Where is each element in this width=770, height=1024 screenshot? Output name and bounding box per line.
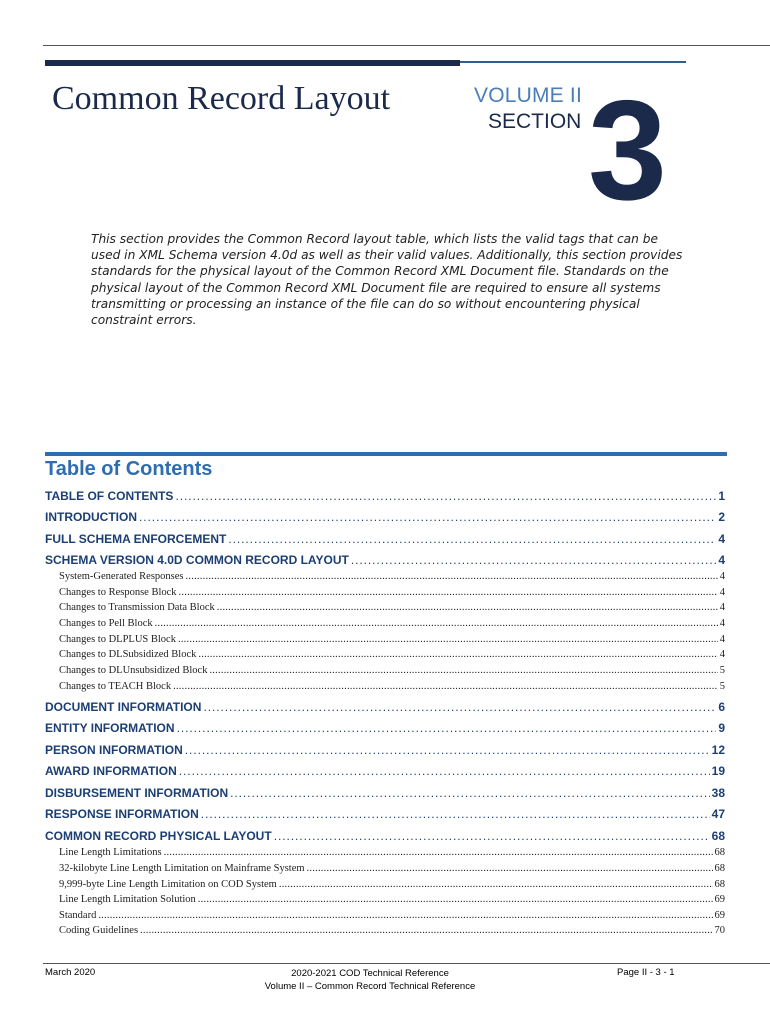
toc-leader <box>185 743 710 757</box>
toc-entry[interactable] <box>45 532 725 546</box>
toc-leader <box>279 879 713 890</box>
toc-leader <box>177 721 717 735</box>
toc-entry-page: 5 <box>719 665 725 676</box>
toc-heading: Table of Contents <box>45 458 213 480</box>
toc-entry-page: 1 <box>718 489 725 503</box>
footer-date: March 2020 <box>45 967 96 978</box>
toc-entry-page: 68 <box>714 879 725 890</box>
footer-rule <box>43 963 770 964</box>
toc-subentry[interactable] <box>59 634 725 645</box>
toc-leader <box>186 571 718 582</box>
toc-subentry[interactable] <box>59 618 725 629</box>
toc-entry-page: 4 <box>719 587 725 598</box>
toc-entry[interactable] <box>45 743 725 757</box>
toc-leader <box>230 786 710 800</box>
toc-entry-label: 9,999-byte Line Length Limitation on COD System <box>59 879 277 890</box>
toc-entry-label: RESPONSE INFORMATION <box>45 807 199 821</box>
toc-entry-label: SCHEMA VERSION 4.0D COMMON RECORD LAYOUT <box>45 553 349 567</box>
toc-entry-page: 68 <box>714 863 725 874</box>
toc-entry-label: Coding Guidelines <box>59 925 139 936</box>
footer-page-number: Page II - 3 - 1 <box>617 967 675 978</box>
toc-rule <box>45 452 727 456</box>
toc-entry-page: 4 <box>719 618 725 629</box>
toc-entry-page: 19 <box>711 764 725 778</box>
toc-subentry[interactable] <box>59 681 725 692</box>
toc-entry[interactable] <box>45 786 725 800</box>
toc-leader <box>139 510 716 524</box>
toc-leader <box>155 618 718 629</box>
toc-entry-page: 68 <box>711 829 725 843</box>
toc-leader <box>274 829 710 843</box>
toc-subentry[interactable] <box>59 863 725 874</box>
toc-entry-label: Line Length Limitation Solution <box>59 894 196 905</box>
toc-entry-label: Standard <box>59 910 97 921</box>
toc-entry-page: 6 <box>718 700 725 714</box>
toc-entry-label: 32-kilobyte Line Length Limitation on Mainframe System <box>59 863 305 874</box>
toc-leader <box>179 764 710 778</box>
toc-entry-page: 2 <box>718 510 725 524</box>
toc-leader <box>307 863 713 874</box>
toc-entry-page: 4 <box>719 649 725 660</box>
toc-entry[interactable] <box>45 721 725 735</box>
toc-entry-label: FULL SCHEMA ENFORCEMENT <box>45 532 227 546</box>
toc-entry[interactable] <box>45 489 725 503</box>
toc-entry-page: 69 <box>714 894 725 905</box>
toc-subentry[interactable] <box>59 879 725 890</box>
document-title: Common Record Layout <box>52 80 391 117</box>
toc-entry-label: Changes to Transmission Data Block <box>59 602 215 613</box>
toc-entry-label: Changes to DLPLUS Block <box>59 634 176 645</box>
toc-entry-label: Line Length Limitations <box>59 847 162 858</box>
toc-subentry[interactable] <box>59 649 725 660</box>
toc-subentry[interactable] <box>59 910 725 921</box>
toc-leader <box>98 910 712 921</box>
toc-entry-label: TABLE OF CONTENTS <box>45 489 174 503</box>
toc-leader <box>351 553 717 567</box>
toc-subentry[interactable] <box>59 571 725 582</box>
toc-subentry[interactable] <box>59 587 725 598</box>
toc-entry-label: Changes to Response Block <box>59 587 177 598</box>
toc-entry-page: 4 <box>719 571 725 582</box>
toc-subentry[interactable] <box>59 665 725 676</box>
toc-entry-label: AWARD INFORMATION <box>45 764 177 778</box>
toc-entry-label: DISBURSEMENT INFORMATION <box>45 786 229 800</box>
toc-entry-page: 47 <box>711 807 725 821</box>
toc-entry-page: 38 <box>711 786 725 800</box>
toc-entry-page: 4 <box>719 602 725 613</box>
toc-entry[interactable] <box>45 700 725 714</box>
toc-entry-page: 4 <box>718 553 725 567</box>
toc-leader <box>178 634 718 645</box>
toc-subentry[interactable] <box>59 925 725 936</box>
toc-entry[interactable] <box>45 764 725 778</box>
toc-entry-page: 5 <box>719 681 725 692</box>
toc-entry-label: ENTITY INFORMATION <box>45 721 175 735</box>
toc-leader <box>164 847 713 858</box>
toc-leader <box>209 665 717 676</box>
section-label: SECTION <box>488 110 582 133</box>
toc-entry[interactable] <box>45 829 725 843</box>
toc-entry-page: 70 <box>714 925 725 936</box>
toc-leader <box>179 587 718 598</box>
toc-entry-label: DOCUMENT INFORMATION <box>45 700 202 714</box>
footer-title-line2: Volume II – Common Record Technical Reference <box>264 981 476 992</box>
footer-title-line1: 2020-2021 COD Technical Reference <box>291 968 449 979</box>
intro-paragraph: This section provides the Common Record layout table, which lists the valid tags that can be used in XML Schema version 4.0d as well as their valid values. Additionally, this section provides standards for the physical layout of the Common Record XML Document file. Standards on the physical layout of the Common Record XML Document file are required to ensure all systems transmitting or processing an instance of the file can do so without encountering physical constraint errors. <box>91 232 683 328</box>
toc-subentry[interactable] <box>59 602 725 613</box>
toc-entry-page: 4 <box>719 634 725 645</box>
toc-leader <box>203 700 716 714</box>
toc-leader <box>175 489 716 503</box>
toc-entry-label: System-Generated Responses <box>59 571 184 582</box>
toc-entry-page: 4 <box>718 532 725 546</box>
header-band-dark <box>45 60 460 66</box>
toc-entry-label: Changes to DLSubsidized Block <box>59 649 197 660</box>
toc-entry[interactable] <box>45 510 725 524</box>
toc-subentry[interactable] <box>59 894 725 905</box>
toc-leader <box>201 807 710 821</box>
toc-entry[interactable] <box>45 807 725 821</box>
toc-entry-page: 12 <box>711 743 725 757</box>
toc-entry-page: 9 <box>718 721 725 735</box>
toc-entry[interactable] <box>45 553 725 567</box>
toc-leader <box>228 532 716 546</box>
toc-entry-label: Changes to TEACH Block <box>59 681 172 692</box>
toc-entry-page: 69 <box>714 910 725 921</box>
toc-leader <box>173 681 718 692</box>
volume-label: VOLUME II <box>474 84 582 107</box>
header-band-blue <box>460 61 686 63</box>
toc-entry-label: INTRODUCTION <box>45 510 137 524</box>
toc-entry-label: COMMON RECORD PHYSICAL LAYOUT <box>45 829 272 843</box>
toc-leader <box>198 894 713 905</box>
toc-subentry[interactable] <box>59 847 725 858</box>
footer-title <box>200 967 540 993</box>
toc-leader <box>140 925 712 936</box>
toc-entry-label: Changes to Pell Block <box>59 618 153 629</box>
toc-entry-label: Changes to DLUnsubsidized Block <box>59 665 208 676</box>
toc-leader <box>217 602 718 613</box>
toc-entry-label: PERSON INFORMATION <box>45 743 183 757</box>
top-rule <box>43 45 770 46</box>
toc-entry-page: 68 <box>714 847 725 858</box>
section-number: 3 <box>588 71 663 230</box>
toc-leader <box>198 649 717 660</box>
